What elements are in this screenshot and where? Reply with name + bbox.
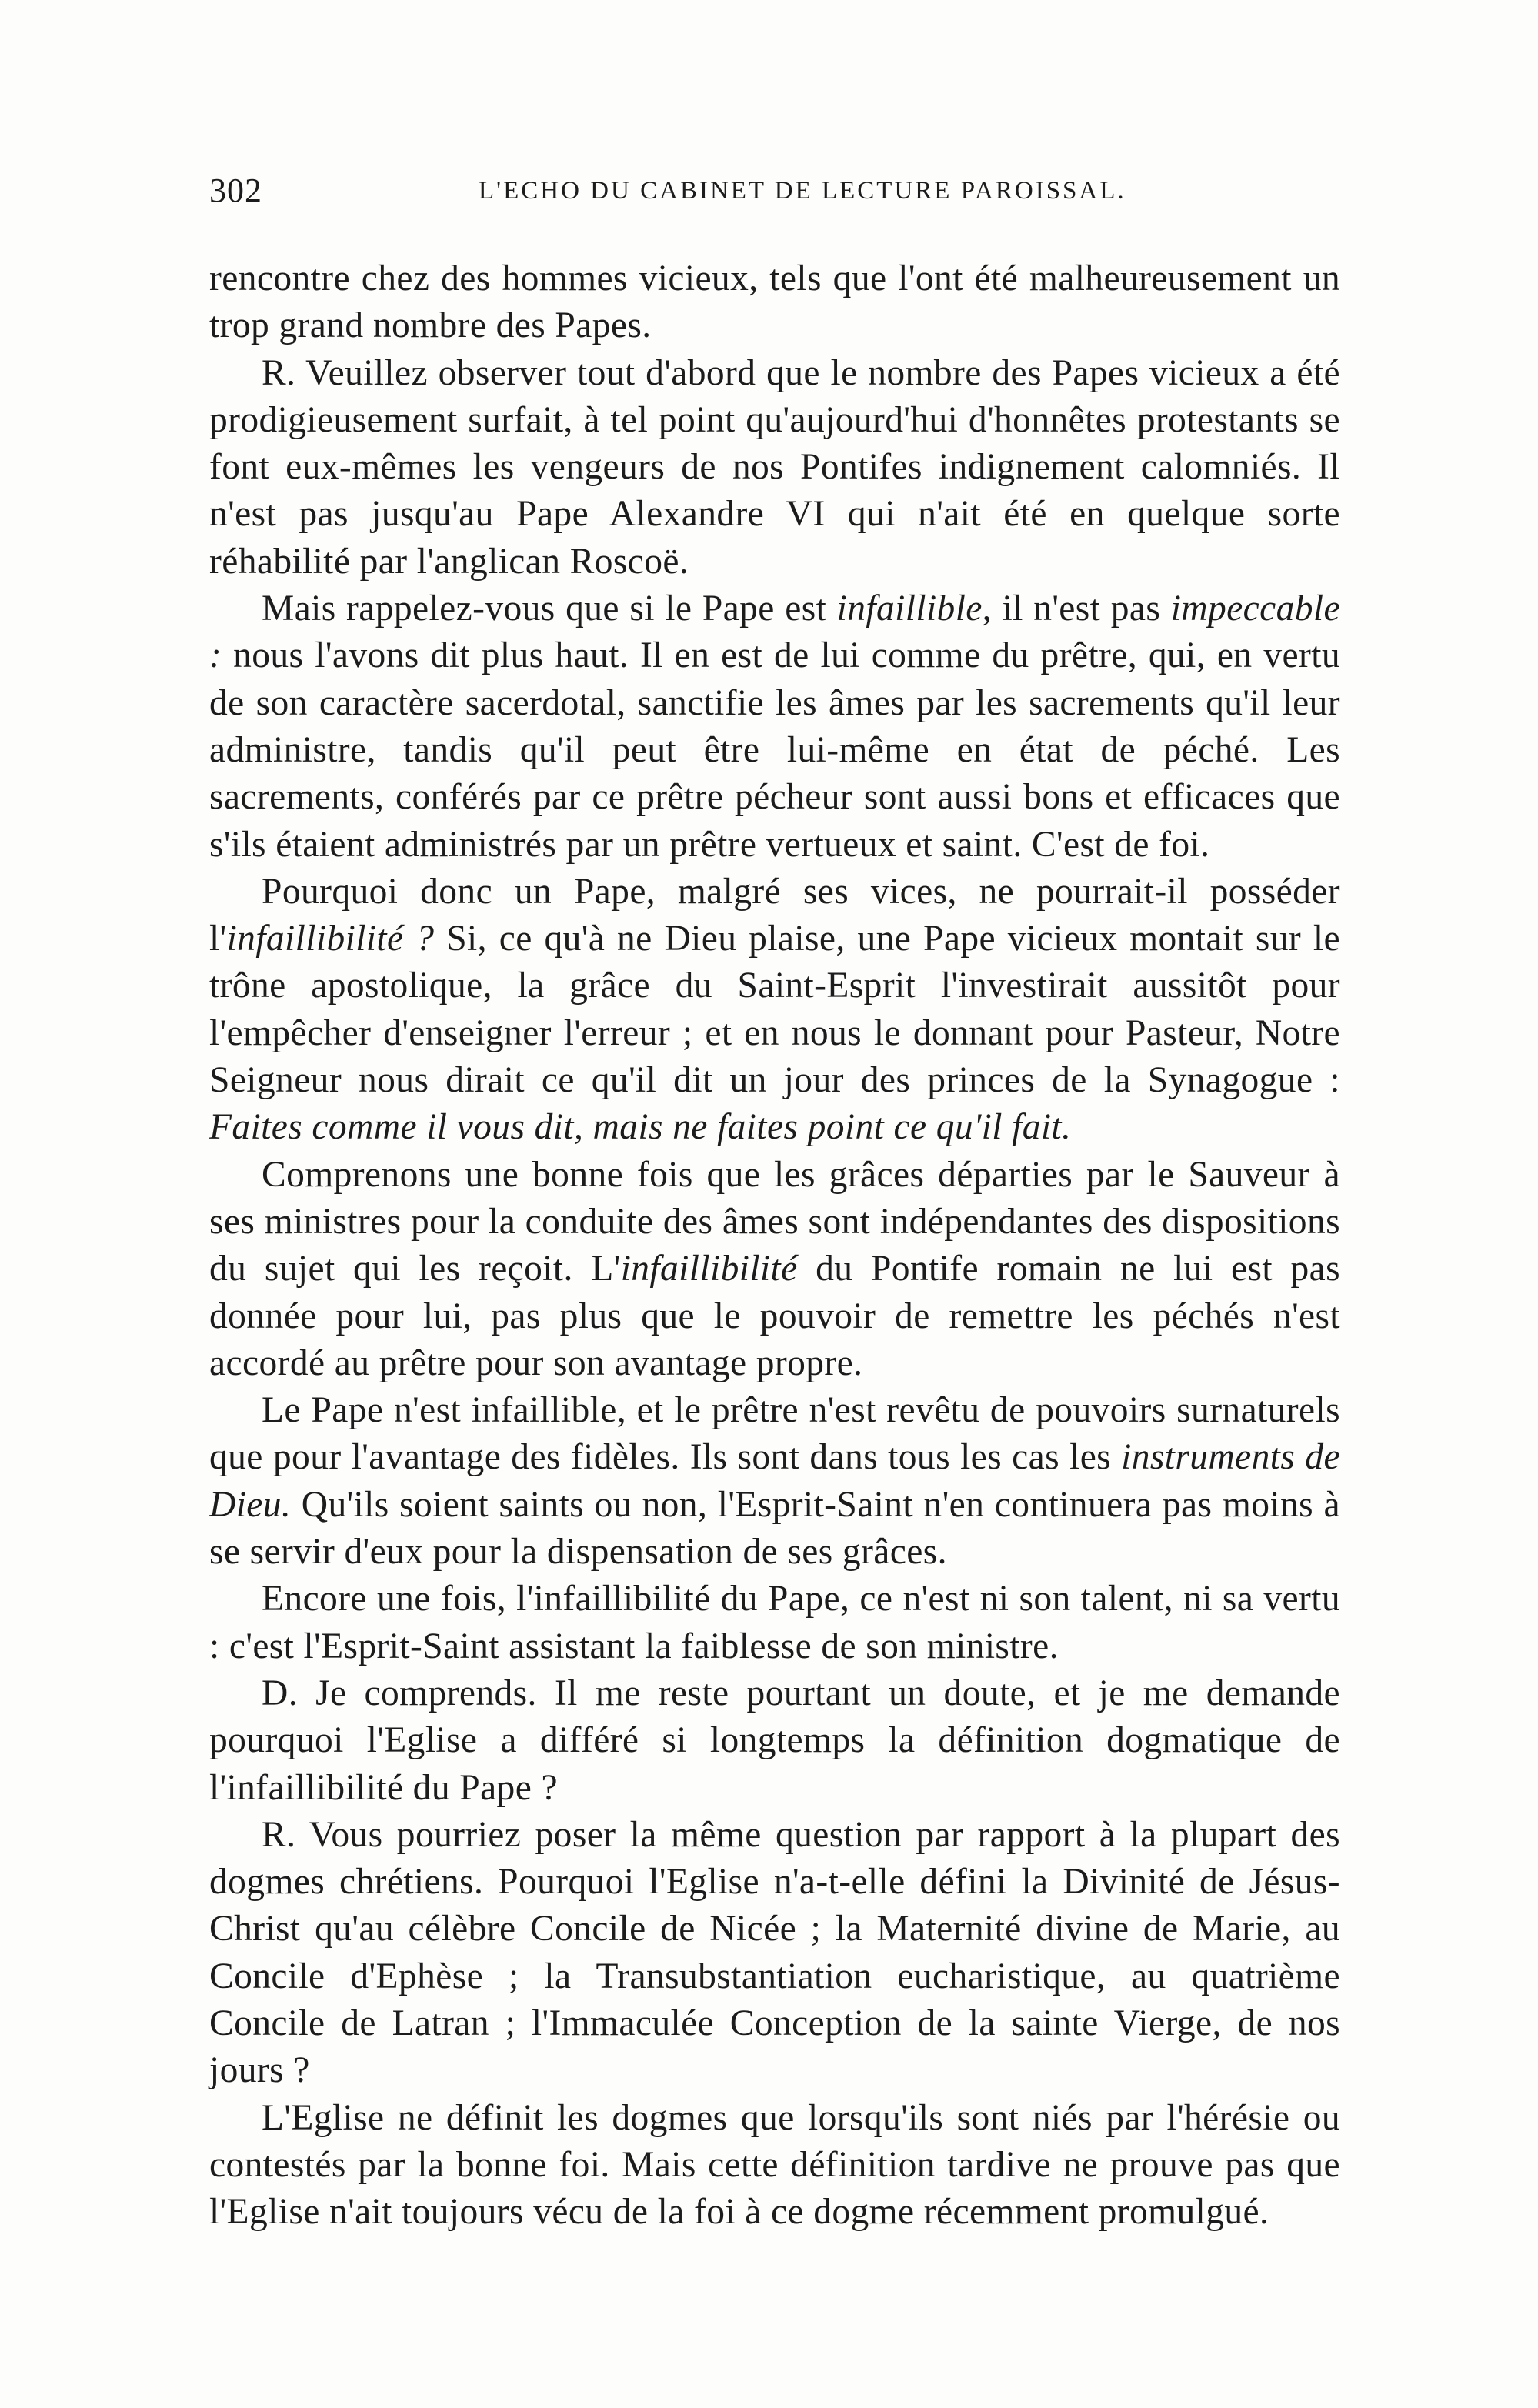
paragraph-5 bbox=[209, 1152, 1340, 1387]
paragraph-4 bbox=[209, 869, 1340, 1152]
paragraph-3-text-a: Mais rappelez-vous que si le Pape est bbox=[262, 589, 837, 629]
paragraph-6 bbox=[209, 1387, 1340, 1576]
paragraph-5-text-a: Comprenons une bonne fois que les grâces départies par le Sauveur à ses ministres pour la conduite des âmes sont indépendantes des dispositions du sujet qui les reçoit. L' bbox=[209, 1154, 1340, 1289]
page-number: 302 bbox=[209, 172, 262, 209]
italic-infaillibilite-2: infaillibilité bbox=[620, 1249, 798, 1289]
paragraph-9: R. Vous pourriez poser la même question par rapport à la plupart des dogmes chrétiens. Pourquoi l'Eglise n'a-t-elle défini la Divinité de Jésus-Christ qu'au célèbre Concile de Nicée ; la Maternité divine de Marie, au Concile d'Ephèse ; la Transubstantiation eucharistique, au quatrième Concile de Latran ; l'Immaculée Conception de la sainte Vierge, de nos jours ? bbox=[209, 1814, 1340, 2091]
paragraph-10: L'Eglise ne définit les dogmes que lorsqu'ils sont niés par l'hérésie ou contestés par la bonne foi. Mais cette définition tardive ne prouve pas que l'Eglise n'ait toujours vécu de la foi à ce dogme récemment promulgué. bbox=[209, 2097, 1340, 2233]
italic-infaillible: infaillible bbox=[836, 589, 983, 629]
running-head: L'ECHO DU CABINET DE LECTURE PAROISSAL. bbox=[479, 177, 1126, 205]
italic-impeccable: impeccable : bbox=[209, 589, 1340, 676]
paragraph-7: Encore une fois, l'infaillibilité du Pape, ce n'est ni son talent, ni sa vertu : c'est l'Esprit-Saint assistant la faiblesse de son ministre. bbox=[209, 1579, 1340, 1666]
italic-instruments-de-dieu: instruments de Dieu. bbox=[209, 1437, 1340, 1525]
paragraph-4-text-b: Si, ce qu'à ne Dieu plaise, une Pape vicieux montait sur le trône apostolique, la grâce du Saint-Esprit l'investirait aussitôt pour l'empêcher d'enseigner l'erreur ; et en nous le donnant pour Pasteur, Notre Seigneur nous dirait ce qu'il dit un jour des princes de la Synagogue : bbox=[209, 919, 1341, 1101]
paragraph-2: R. Veuillez observer tout d'abord que le nombre des Papes vicieux a été prodigieusement surfait, à tel point qu'aujourd'hui d'honnêtes protestants se font eux-mêmes les vengeurs de nos Pontifes indignement calomniés. Il n'est pas jusqu'au Pape Alexandre VI qui n'ait été en quelque sorte réhabilité par l'anglican Roscoë. bbox=[209, 352, 1340, 582]
paragraph-3 bbox=[209, 585, 1340, 869]
paragraph-1: rencontre chez des hommes vicieux, tels que l'ont été malheureusement un trop grand nombre des Papes. bbox=[209, 258, 1340, 346]
page-header bbox=[209, 171, 1340, 217]
paragraph-3-text-b: , il n'est pas bbox=[982, 589, 1171, 629]
italic-scripture-quote: Faites comme il vous dit, mais ne faites point ce qu'il fait. bbox=[209, 1107, 1072, 1148]
italic-infaillibilite: infaillibilité ? bbox=[226, 919, 435, 959]
paragraph-6-text-b: Qu'ils soient saints ou non, l'Esprit-Saint n'en continuera pas moins à se servir d'eux pour la dispensation de ses grâces. bbox=[209, 1484, 1340, 1573]
paragraph-5-text-b: du Pontife romain ne lui est pas donnée pour lui, pas plus que le pouvoir de remettre les péchés n'est accordé au prêtre pour son avantage propre. bbox=[209, 1249, 1340, 1383]
paragraph-6-text-a: Le Pape n'est infaillible, et le prêtre n'est revêtu de pouvoirs surnaturels que pour l'avantage des fidèles. Ils sont dans tous les cas les bbox=[209, 1390, 1340, 1478]
body-text bbox=[209, 255, 1340, 2236]
paragraph-3-text-c: nous l'avons dit plus haut. Il en est de lui comme du prêtre, qui, en vertu de son caractère sacerdotal, sanctifie les âmes par les sacrements qu'il leur administre, tandis qu'il peut être lui-même en état de péché. Les sacrements, conférés par ce prêtre pécheur sont aussi bons et efficaces que s'ils étaient administrés par un prêtre vertueux et saint. C'est de foi. bbox=[209, 635, 1340, 865]
paragraph-8: D. Je comprends. Il me reste pourtant un doute, et je me demande pourquoi l'Eglise a différé si longtemps la définition dogmatique de l'infaillibilité du Pape ? bbox=[209, 1673, 1340, 1808]
paragraph-4-text-a: Pourquoi donc un Pape, malgré ses vices, ne pourrait-il posséder l' bbox=[209, 871, 1340, 959]
